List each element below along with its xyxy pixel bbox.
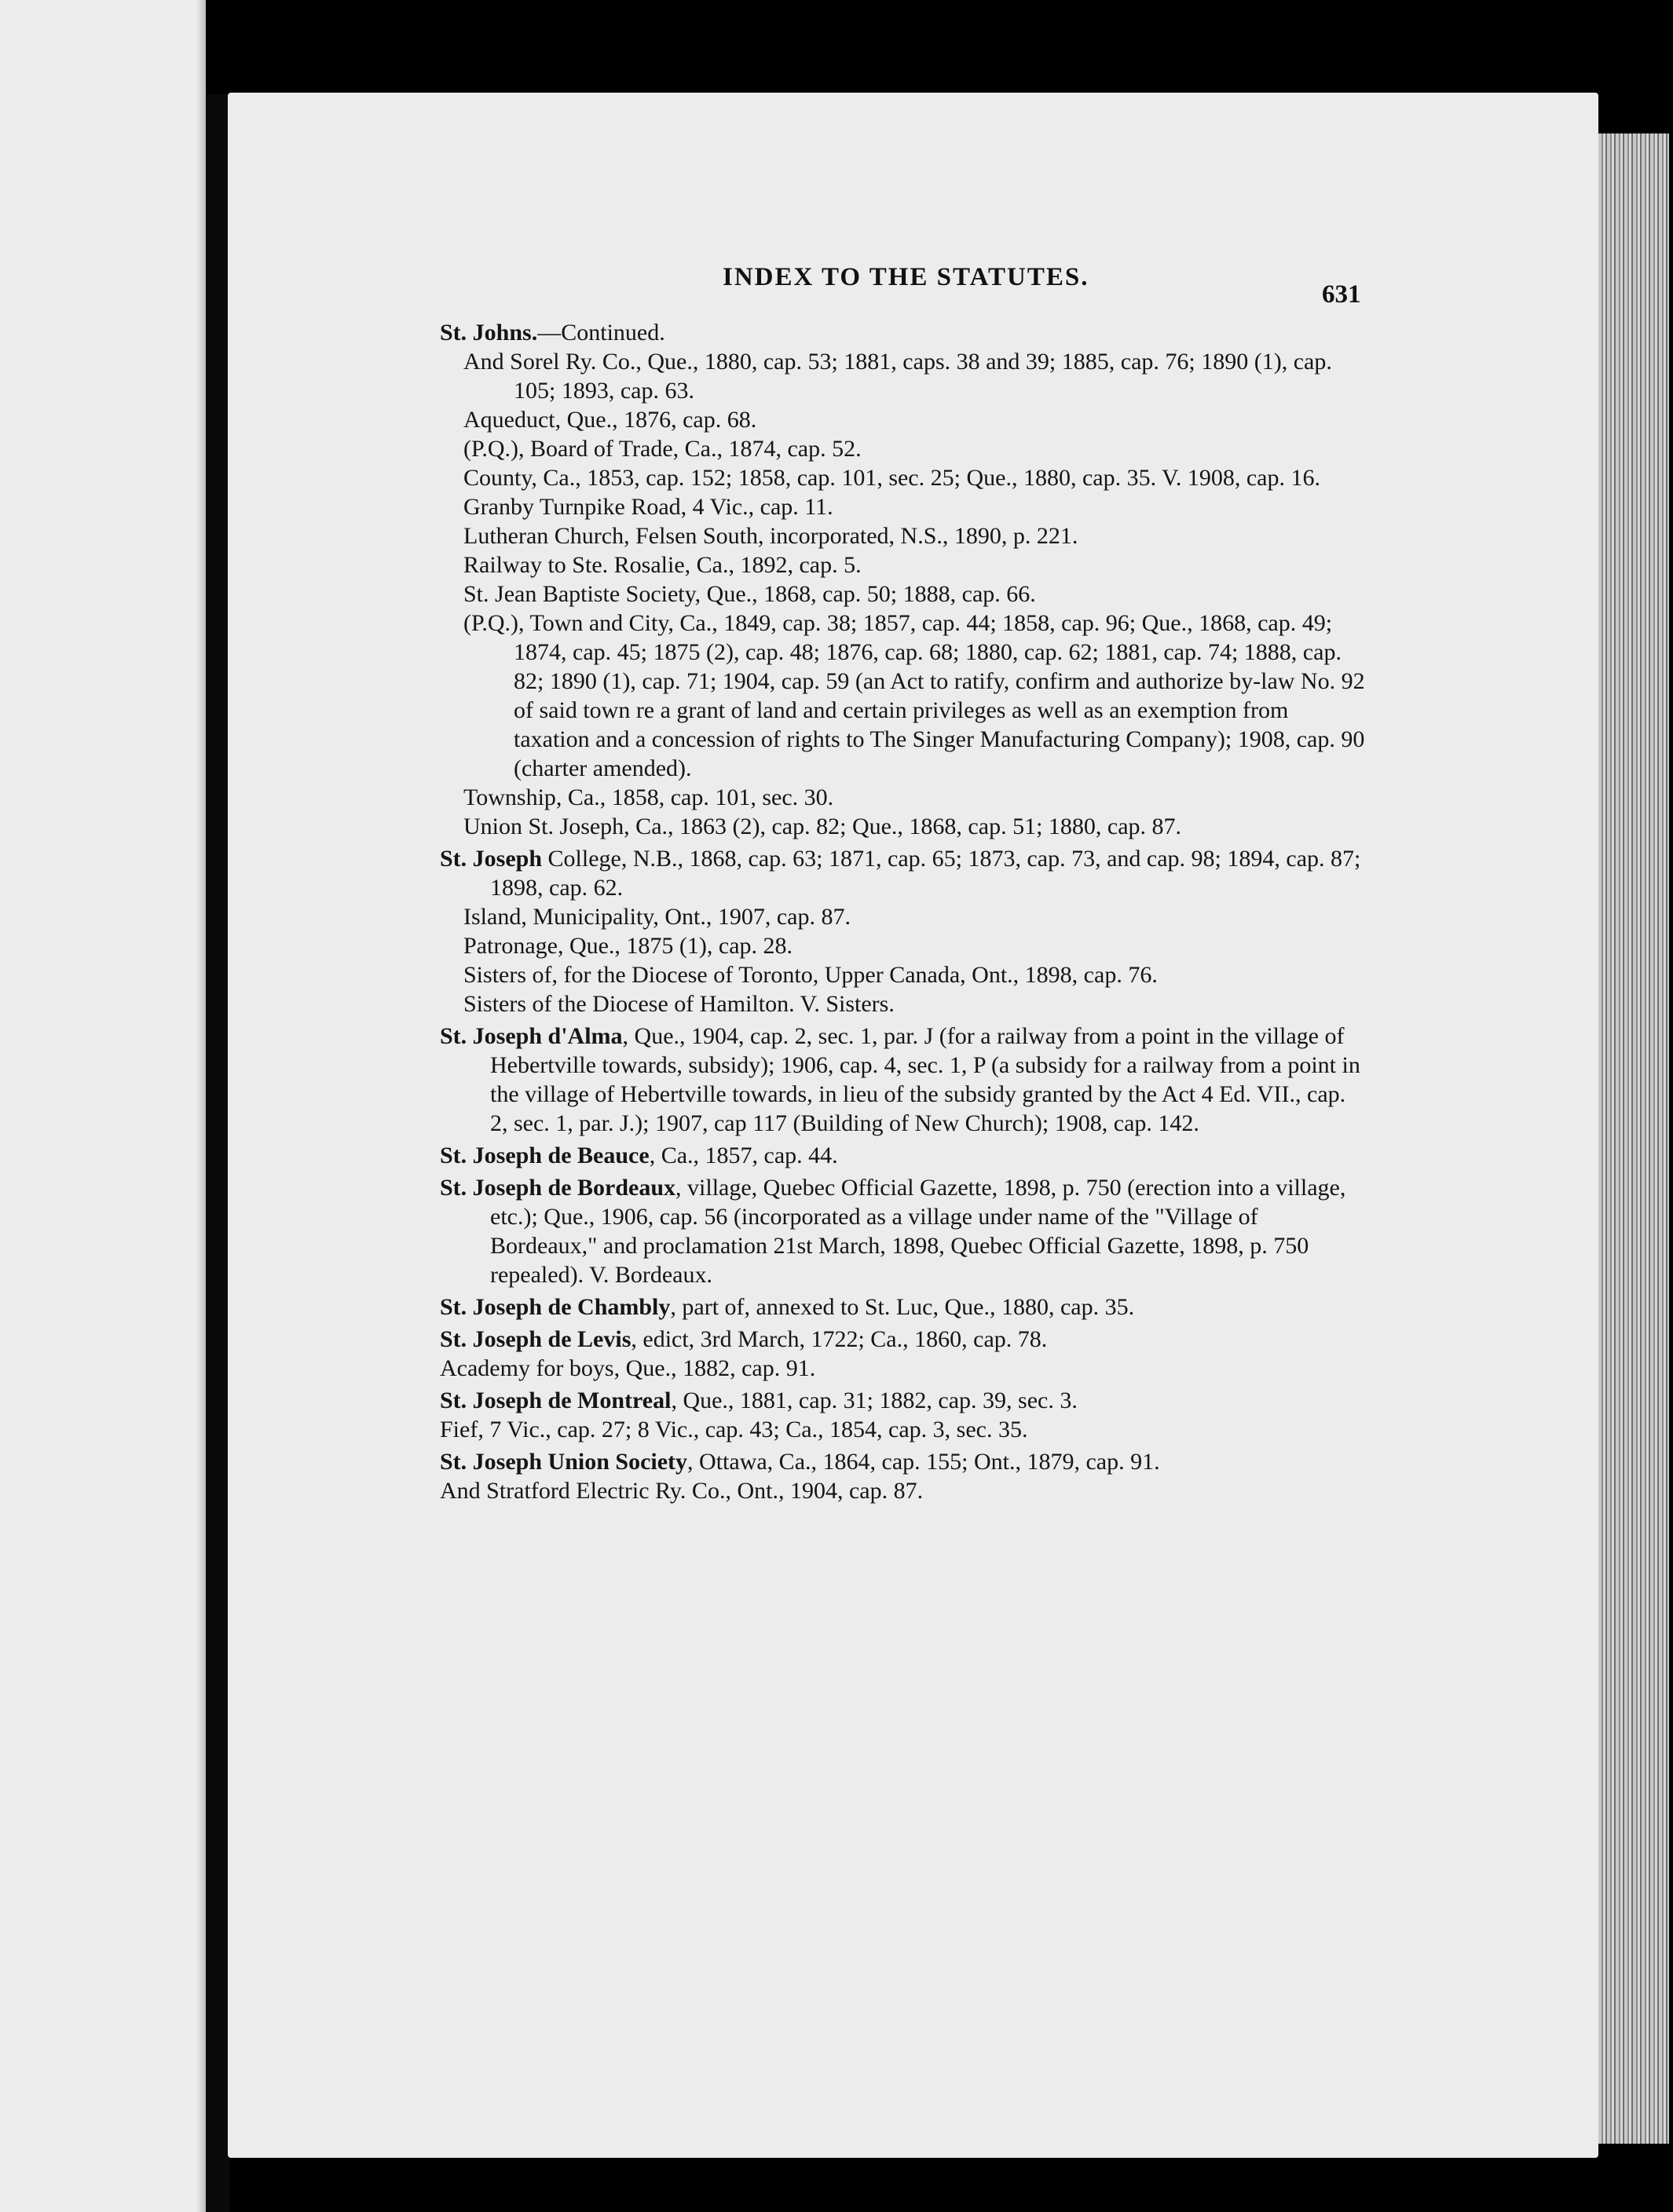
- entry-text: Aqueduct, Que., 1876, cap. 68.: [463, 407, 757, 433]
- book-gutter: [206, 94, 229, 2212]
- index-heading-entry: [440, 1325, 1367, 1354]
- entry-text: Granby Turnpike Road, 4 Vic., cap. 11.: [463, 494, 833, 520]
- running-head: INDEX TO THE STATUTES.: [723, 263, 1089, 291]
- index-subentry: [440, 434, 1367, 463]
- facing-page-strip: [0, 0, 206, 2212]
- index-heading-entry: [440, 1386, 1367, 1415]
- index-heading-entry: [440, 318, 1367, 347]
- index-subentry: [440, 405, 1367, 434]
- entry-heading: St. Joseph Union Society: [440, 1449, 688, 1475]
- entry-heading: St. Joseph de Montreal: [440, 1388, 672, 1413]
- index-subentry: [440, 812, 1367, 841]
- entry-text: (P.Q.), Board of Trade, Ca., 1874, cap. 52.: [463, 436, 862, 462]
- index-subentry: [440, 550, 1367, 580]
- index-subentry: [440, 989, 1367, 1018]
- index-subentry: [440, 609, 1367, 783]
- entry-text: , edict, 3rd March, 1722; Ca., 1860, cap. 78.: [631, 1326, 1048, 1352]
- entry-text: Township, Ca., 1858, cap. 101, sec. 30.: [463, 784, 834, 810]
- entry-heading: St. Joseph d'Alma: [440, 1023, 623, 1049]
- index-subentry: [440, 1354, 1367, 1383]
- entry-text: Fief, 7 Vic., cap. 27; 8 Vic., cap. 43; Ca., 1854, cap. 3, sec. 35.: [440, 1417, 1028, 1442]
- entry-text: , Que., 1881, cap. 31; 1882, cap. 39, sec. 3.: [671, 1388, 1078, 1413]
- index-subentry: [440, 1415, 1367, 1444]
- page-stack-edge: [1594, 133, 1669, 2144]
- index-heading-entry: [440, 1447, 1367, 1476]
- index-subentry: [440, 931, 1367, 960]
- page-number: 631: [1322, 280, 1361, 309]
- entry-text: Lutheran Church, Felsen South, incorporated, N.S., 1890, p. 221.: [463, 523, 1078, 549]
- entry-text: Railway to Ste. Rosalie, Ca., 1892, cap. 5.: [463, 552, 862, 578]
- index-subentry: [440, 960, 1367, 989]
- entry-text: St. Jean Baptiste Society, Que., 1868, cap. 50; 1888, cap. 66.: [463, 581, 1036, 607]
- index-heading-entry: [440, 844, 1367, 902]
- entry-heading: St. Joseph: [440, 846, 543, 872]
- entry-text: , Que., 1904, cap. 2, sec. 1, par. J (for a railway from a point in the village of Hebertville towards, subsidy); 1906, cap. 4, sec. 1, P (a subsidy for a railway from a point in the village of Hebertville towards, in lieu of the subsidy granted by the Act 4 Ed. VII., cap. 2, sec. 1, par. J.); 1907, cap 117 (Building of New Church); 1908, cap. 142.: [490, 1023, 1360, 1136]
- entry-text: (P.Q.), Town and City, Ca., 1849, cap. 38; 1857, cap. 44; 1858, cap. 96; Que., 1868, cap. 49; 1874, cap. 45; 1875 (2), cap. 48; 1876, cap. 68; 1880, cap. 62; 1881, cap. 74; 1888, cap. 82; 1890 (1), cap. 71; 1904, cap. 59 (an Act to ratify, confirm and authorize by-law No. 92 of said town re a grant of land and certain privileges as well as an exemption from taxation and a concession of rights to The Singer Manufacturing Company); 1908, cap. 90 (charter amended).: [463, 610, 1365, 781]
- entry-heading: St. Joseph de Chambly: [440, 1294, 671, 1320]
- entry-heading: St. Johns.: [440, 320, 538, 346]
- index-subentry: [440, 783, 1367, 812]
- index-subentry: [440, 463, 1367, 492]
- index-subentry: [440, 347, 1367, 405]
- entry-text: College, N.B., 1868, cap. 63; 1871, cap. 65; 1873, cap. 73, and cap. 98; 1894, cap. 87; 1898, cap. 62.: [490, 846, 1361, 901]
- entry-text: , Ca., 1857, cap. 44.: [649, 1143, 838, 1168]
- index-heading-entry: [440, 1141, 1367, 1170]
- entry-text: And Stratford Electric Ry. Co., Ont., 1904, cap. 87.: [440, 1478, 924, 1504]
- entry-text: Sisters of the Diocese of Hamilton. V. Sisters.: [463, 991, 895, 1017]
- index-heading-entry: [440, 1173, 1367, 1289]
- index-subentry: [440, 1476, 1367, 1505]
- entry-text: Union St. Joseph, Ca., 1863 (2), cap. 82; Que., 1868, cap. 51; 1880, cap. 87.: [463, 814, 1182, 839]
- index-heading-entry: [440, 1022, 1367, 1138]
- entry-heading: St. Joseph de Levis: [440, 1326, 631, 1352]
- entry-text: , part of, annexed to St. Luc, Que., 1880, cap. 35.: [670, 1294, 1135, 1320]
- entry-text: And Sorel Ry. Co., Que., 1880, cap. 53; 1881, caps. 38 and 39; 1885, cap. 76; 1890 (1), cap. 105; 1893, cap. 63.: [463, 349, 1332, 404]
- index-heading-entry: [440, 1292, 1367, 1322]
- entry-text: County, Ca., 1853, cap. 152; 1858, cap. 101, sec. 25; Que., 1880, cap. 35. V. 1908, cap. 16.: [463, 465, 1320, 491]
- entry-text: Island, Municipality, Ont., 1907, cap. 87.: [463, 904, 851, 930]
- index-subentry: [440, 521, 1367, 550]
- entry-text: Patronage, Que., 1875 (1), cap. 28.: [463, 933, 793, 959]
- entry-text: , Ottawa, Ca., 1864, cap. 155; Ont., 1879, cap. 91.: [687, 1449, 1160, 1475]
- entry-text: , village, Quebec Official Gazette, 1898, p. 750 (erection into a village, etc.); Que., 1906, cap. 56 (incorporated as a village under name of the "Village of Bordeaux," and proclamation 21st March, 1898, Quebec Official Gazette, 1898, p. 750 repealed). V. Bordeaux.: [490, 1175, 1346, 1288]
- entry-heading: St. Joseph de Bordeaux: [440, 1175, 676, 1201]
- entry-text: —Continued.: [537, 320, 665, 346]
- entry-heading: St. Joseph de Beauce: [440, 1143, 650, 1168]
- index-entries: [440, 318, 1367, 1505]
- index-subentry: [440, 902, 1367, 931]
- entry-text: Sisters of, for the Diocese of Toronto, Upper Canada, Ont., 1898, cap. 76.: [463, 962, 1158, 988]
- index-subentry: [440, 580, 1367, 609]
- entry-text: Academy for boys, Que., 1882, cap. 91.: [440, 1355, 816, 1381]
- index-subentry: [440, 492, 1367, 521]
